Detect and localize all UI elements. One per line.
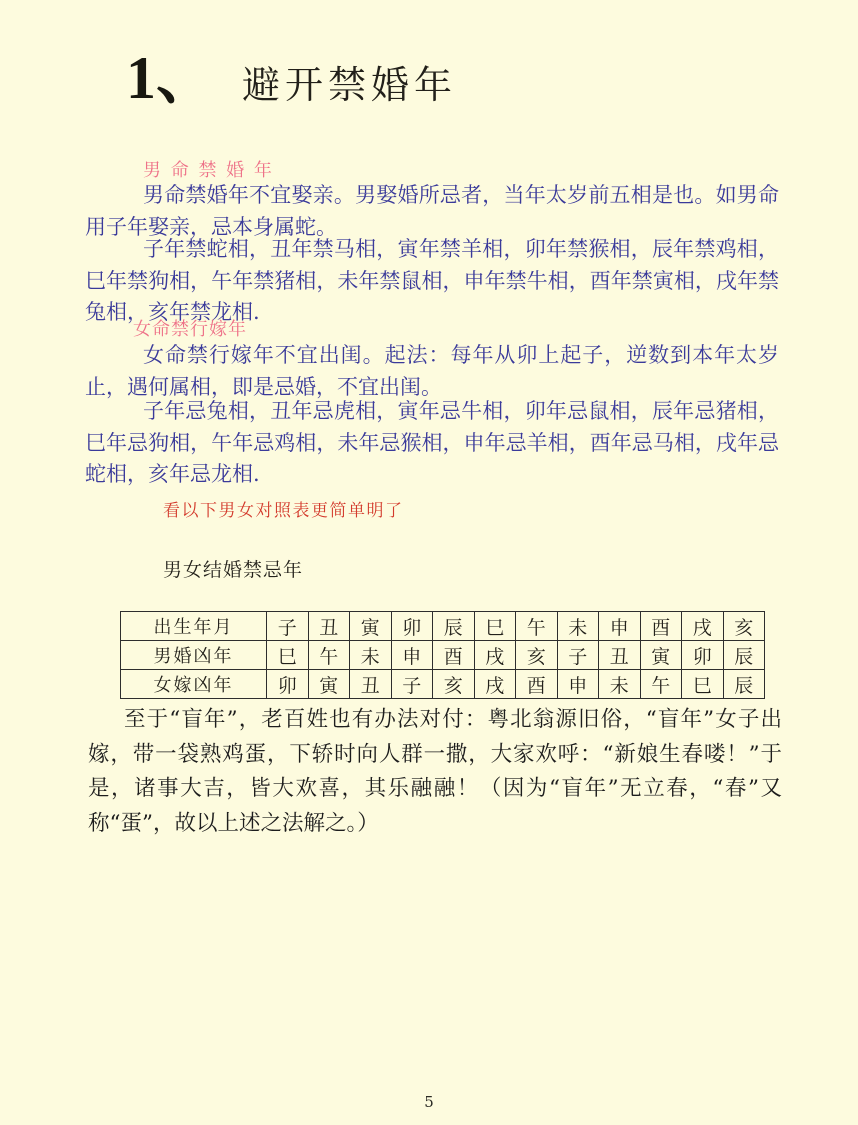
row-header: 出生年月 bbox=[121, 612, 267, 641]
paragraph-male-zodiac-list: 子年禁蛇相，丑年禁马相，寅年禁羊相，卯年禁猴相，辰年禁鸡相，巳年禁狗相，午年禁猪相，未年禁鼠相，申年禁牛相，酉年禁寅相，戌年禁兔相，亥年禁龙相. bbox=[85, 237, 779, 324]
table-row-female-unlucky-year bbox=[121, 670, 765, 699]
heading-male-forbidden-year: 男 命 禁 婚 年 bbox=[143, 160, 274, 181]
table-cell: 午 bbox=[640, 670, 682, 699]
table-cell: 酉 bbox=[640, 612, 682, 641]
row-header: 女嫁凶年 bbox=[121, 670, 267, 699]
paragraph-male-intro: 男命禁婚年不宜娶亲。男娶婚所忌者，当年太岁前五相是也。如男命用子年娶亲，忌本身属蛇。 bbox=[85, 183, 779, 239]
table-cell: 寅 bbox=[308, 670, 350, 699]
page-number: 5 bbox=[424, 1093, 434, 1111]
table-cell: 巳 bbox=[682, 670, 724, 699]
table-cell: 申 bbox=[599, 612, 641, 641]
heading-female-forbidden-year: 女命禁行嫁年 bbox=[133, 319, 247, 340]
page-title bbox=[126, 45, 458, 111]
table-cell: 未 bbox=[350, 641, 392, 670]
table-cell: 丑 bbox=[350, 670, 392, 699]
table-cell: 寅 bbox=[640, 641, 682, 670]
table-cell: 亥 bbox=[433, 670, 475, 699]
table-cell: 申 bbox=[391, 641, 433, 670]
table-cell: 戌 bbox=[474, 670, 516, 699]
table-cell: 辰 bbox=[723, 670, 765, 699]
table-cell: 亥 bbox=[516, 641, 558, 670]
page-title-text: 避开禁婚年 bbox=[242, 63, 458, 107]
table-cell: 未 bbox=[557, 612, 599, 641]
table-cell: 子 bbox=[557, 641, 599, 670]
table-cell: 丑 bbox=[308, 612, 350, 641]
table-row-birth-year bbox=[121, 612, 765, 641]
table-cell: 午 bbox=[516, 612, 558, 641]
table-cell: 卯 bbox=[267, 670, 309, 699]
paragraph-female-zodiac-list: 子年忌兔相，丑年忌虎相，寅年忌牛相，卯年忌鼠相，辰年忌猪相，巳年忌狗相，午年忌鸡相，未年忌猴相，申年忌羊相，酉年忌马相，戌年忌蛇相，亥年忌龙相. bbox=[85, 399, 779, 486]
table-cell: 酉 bbox=[433, 641, 475, 670]
note-see-comparison-table: 看以下男女对照表更简单明了 bbox=[163, 501, 404, 521]
paragraph-female-intro: 女命禁行嫁年不宜出闺。起法：每年从卯上起子，逆数到本年太岁止，遇何属相，即是忌婚，不宜出闺。 bbox=[85, 343, 779, 399]
table-row-male-unlucky-year bbox=[121, 641, 765, 670]
table-cell: 亥 bbox=[723, 612, 765, 641]
table-cell: 巳 bbox=[267, 641, 309, 670]
table-cell: 子 bbox=[391, 670, 433, 699]
table-cell: 辰 bbox=[723, 641, 765, 670]
table-caption: 男女结婚禁忌年 bbox=[163, 559, 304, 581]
table-cell: 巳 bbox=[474, 612, 516, 641]
table-cell: 未 bbox=[599, 670, 641, 699]
zodiac-marriage-table bbox=[120, 611, 765, 699]
table-cell: 卯 bbox=[391, 612, 433, 641]
table-cell: 丑 bbox=[599, 641, 641, 670]
table-cell: 戌 bbox=[682, 612, 724, 641]
table-cell: 寅 bbox=[350, 612, 392, 641]
paragraph-blind-year: 至于“盲年”，老百姓也有办法对付：粤北翁源旧俗，“盲年”女子出嫁，带一袋熟鸡蛋，下轿时向人群一撒，大家欢呼：“新娘生春喽！”于是，诸事大吉，皆大欢喜，其乐融融！（因为“盲年”无立春，“春”又称“蛋”，故以上述之法解之。） bbox=[88, 707, 782, 836]
table-cell: 辰 bbox=[433, 612, 475, 641]
table-cell: 酉 bbox=[516, 670, 558, 699]
row-header: 男婚凶年 bbox=[121, 641, 267, 670]
table-cell: 子 bbox=[267, 612, 309, 641]
table-cell: 戌 bbox=[474, 641, 516, 670]
table-cell: 申 bbox=[557, 670, 599, 699]
table-cell: 午 bbox=[308, 641, 350, 670]
page-title-number: 1、 bbox=[126, 45, 216, 111]
table-cell: 卯 bbox=[682, 641, 724, 670]
